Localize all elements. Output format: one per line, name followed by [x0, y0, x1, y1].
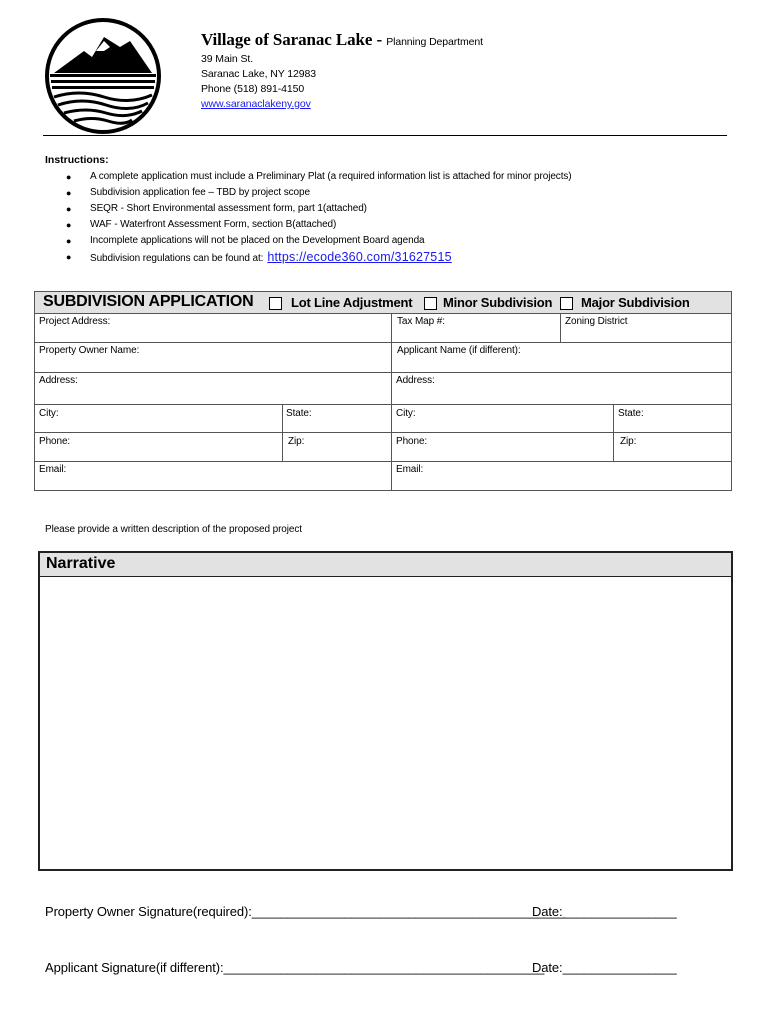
lot-line-label: Lot Line Adjustment [291, 295, 413, 310]
subdivision-form [34, 291, 732, 491]
instruction-item [66, 233, 572, 249]
column-divider [613, 404, 614, 461]
street-address: 39 Main St. [201, 53, 254, 65]
instruction-text: A complete application must include a Preliminary Plat (a required information list is attached for minor projects) [90, 171, 572, 182]
org-name: Village of Saranac Lake - [201, 30, 387, 49]
department-name: Planning Department [386, 36, 483, 48]
zoning-district-field[interactable]: Zoning District [565, 316, 628, 327]
instruction-text: WAF - Waterfront Assessment Form, section B(attached) [90, 219, 337, 230]
lot-line-checkbox[interactable] [269, 297, 282, 310]
instruction-text: SEQR - Short Environmental assessment form, part 1(attached) [90, 203, 367, 214]
owner-name-field[interactable]: Property Owner Name: [39, 345, 140, 356]
row-divider [35, 404, 731, 405]
applicant-date-line[interactable]: Date:________________ [532, 960, 677, 975]
applicant-city-field[interactable]: City: [396, 408, 416, 419]
tax-map-field[interactable]: Tax Map #: [397, 316, 445, 327]
owner-zip-field[interactable]: Zip: [288, 436, 305, 447]
row-divider [35, 342, 731, 343]
instruction-text: Subdivision application fee – TBD by project scope [90, 187, 310, 198]
instruction-item [66, 185, 572, 201]
instruction-item [66, 249, 572, 265]
narrative-prompt: Please provide a written description of the proposed project [45, 524, 302, 535]
applicant-phone-field[interactable]: Phone: [396, 436, 428, 447]
owner-signature-line[interactable]: Property Owner Signature(required):____________________________________________ [45, 904, 566, 919]
row-divider [35, 372, 731, 373]
applicant-name-field[interactable]: Applicant Name (if different): [397, 345, 521, 356]
instruction-item [66, 217, 572, 233]
bullet-icon: ● [66, 188, 72, 198]
owner-state-field[interactable]: State: [286, 408, 312, 419]
applicant-state-field[interactable]: State: [618, 408, 644, 419]
phone-line: Phone (518) 891-4150 [201, 83, 305, 95]
instructions-heading: Instructions: [45, 154, 109, 166]
column-divider [391, 314, 392, 490]
instruction-item [66, 201, 572, 217]
owner-address-field[interactable]: Address: [39, 375, 78, 386]
column-divider [282, 404, 283, 461]
narrative-title: Narrative [46, 555, 116, 572]
village-logo [44, 17, 162, 135]
instructions-list [66, 169, 572, 265]
header-block [201, 30, 483, 112]
form-title: SUBDIVISION APPLICATION [43, 293, 254, 310]
instruction-text: Subdivision regulations can be found at: [90, 253, 264, 264]
form-header [35, 292, 731, 314]
minor-subdivision-checkbox[interactable] [424, 297, 437, 310]
instruction-item [66, 169, 572, 185]
owner-email-field[interactable]: Email: [39, 464, 67, 475]
major-subdivision-label: Major Subdivision [581, 295, 690, 310]
bullet-icon: ● [66, 252, 72, 262]
column-divider [560, 314, 561, 342]
bullet-icon: ● [66, 172, 72, 182]
instruction-text: Incomplete applications will not be placed on the Development Board agenda [90, 235, 425, 246]
row-divider [35, 461, 731, 462]
narrative-header [40, 553, 731, 577]
bullet-icon: ● [66, 204, 72, 214]
narrative-box[interactable] [38, 551, 733, 871]
owner-phone-field[interactable]: Phone: [39, 436, 71, 447]
applicant-address-field[interactable]: Address: [396, 375, 435, 386]
website-link[interactable]: www.saranaclakeny.gov [201, 98, 311, 110]
applicant-email-field[interactable]: Email: [396, 464, 424, 475]
row-divider [35, 432, 731, 433]
major-subdivision-checkbox[interactable] [560, 297, 573, 310]
bullet-icon: ● [66, 236, 72, 246]
minor-subdivision-label: Minor Subdivision [443, 295, 553, 310]
owner-city-field[interactable]: City: [39, 408, 59, 419]
project-address-field[interactable]: Project Address: [39, 316, 111, 327]
regulations-link[interactable]: https://ecode360.com/31627515 [267, 250, 452, 264]
city-line: Saranac Lake, NY 12983 [201, 68, 316, 80]
applicant-zip-field[interactable]: Zip: [620, 436, 637, 447]
org-title [201, 30, 483, 52]
header-divider [43, 135, 727, 136]
applicant-signature-line[interactable]: Applicant Signature(if different):_____________________________________________ [45, 960, 545, 975]
bullet-icon: ● [66, 220, 72, 230]
owner-date-line[interactable]: Date:________________ [532, 904, 677, 919]
